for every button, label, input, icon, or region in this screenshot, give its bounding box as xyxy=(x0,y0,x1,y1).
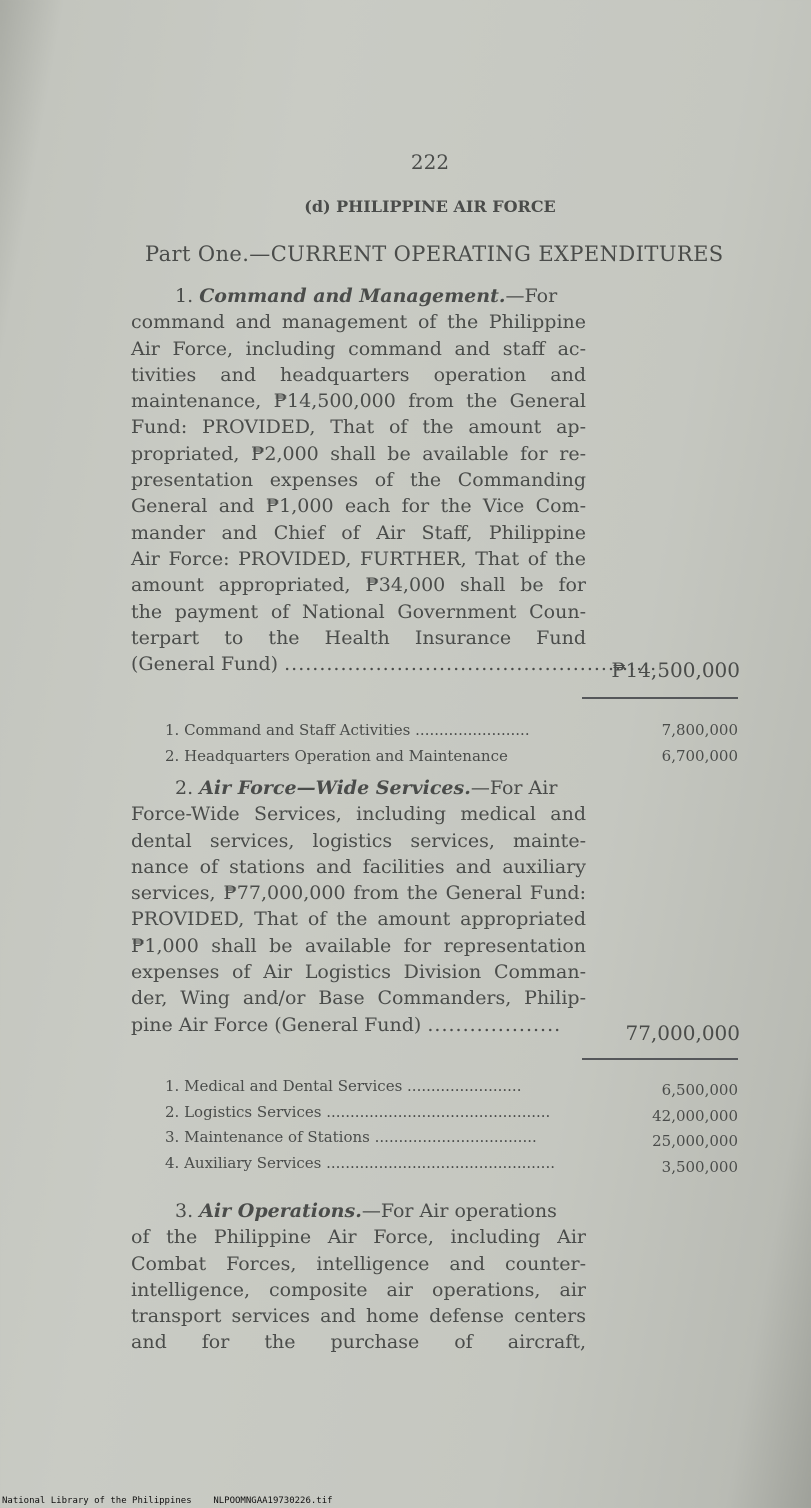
item-label: 2. Headquarters Operation and Maintenance xyxy=(165,746,508,765)
item-list-command xyxy=(165,718,585,769)
paragraph-command-management xyxy=(131,283,658,677)
paragraph-line: Combat Forces, intelligence and counter- xyxy=(131,1252,586,1275)
paragraph-line: command and management of the Philippine xyxy=(131,311,586,334)
divider-rule xyxy=(582,697,738,699)
paragraph-line: Force-Wide Services, including medical and xyxy=(131,803,586,826)
divider-rule xyxy=(582,1058,738,1060)
item-label: 3. Maintenance of Stations .................................. xyxy=(165,1128,537,1146)
paragraph-line: mander and Chief of Air Staff, Philippine xyxy=(131,521,586,544)
paragraph-air-force-wide xyxy=(131,775,586,1038)
paragraph-line: Fund: PROVIDED, That of the amount ap- xyxy=(131,416,586,439)
total-command-management: ₱14,500,000 xyxy=(611,658,740,682)
paragraph-line: tivities and headquarters operation and xyxy=(131,363,586,386)
paragraph-line: and for the purchase of aircraft, xyxy=(131,1331,586,1354)
item-amount: 25,000,000 xyxy=(652,1132,738,1150)
item-amount: 7,800,000 xyxy=(661,721,738,739)
item-label: 1. Command and Staff Activities ........................ xyxy=(165,721,530,739)
paragraph-body xyxy=(131,1224,586,1355)
paragraph-line: of the Philippine Air Force, including Air xyxy=(131,1226,586,1249)
paragraph-last-line xyxy=(131,651,658,677)
paragraph-line: Air Force: PROVIDED, FURTHER, That of the xyxy=(131,547,586,570)
item-amount: 6,700,000 xyxy=(661,746,738,765)
paragraph-body xyxy=(131,309,586,651)
leader-dots: ................... xyxy=(427,1013,562,1036)
item-amount: 6,500,000 xyxy=(661,1081,738,1099)
paragraph-title: Command and Management. xyxy=(199,285,506,307)
footer-file: NLPOOMNGAA19730226.tif xyxy=(213,1496,333,1506)
item-label: 2. Logistics Services ............................................... xyxy=(165,1102,551,1121)
paragraph-first-line xyxy=(131,1198,586,1224)
paragraph-line: intelligence, composite air operations, air xyxy=(131,1278,586,1301)
paragraph-first-line xyxy=(131,775,586,801)
paragraph-line: ₱1,000 shall be available for representation xyxy=(131,934,586,957)
paragraph-title: Air Force—Wide Services. xyxy=(199,777,471,799)
paragraph-air-operations xyxy=(131,1198,586,1356)
item-amount: 3,500,000 xyxy=(661,1157,738,1176)
paragraph-line: services, ₱77,000,000 from the General Fund: xyxy=(131,882,586,905)
last-line-text: (General Fund) xyxy=(131,653,279,676)
paragraph-title: Air Operations. xyxy=(199,1200,362,1222)
total-air-force-wide: 77,000,000 xyxy=(625,1021,740,1045)
paragraph-line: presentation expenses of the Commanding xyxy=(131,469,586,492)
paragraph-dash: —For Air xyxy=(470,777,558,799)
item-amount: 42,000,000 xyxy=(652,1106,738,1125)
paragraph-line: the payment of National Government Coun- xyxy=(131,600,586,623)
paragraph-line: transport services and home defense centers xyxy=(131,1305,586,1328)
paragraph-line: propriated, ₱2,000 shall be available for re- xyxy=(131,442,586,465)
paragraph-line: nance of stations and facilities and auxiliary xyxy=(131,855,586,878)
paragraph-line: General and ₱1,000 each for the Vice Com- xyxy=(131,495,586,518)
item-label: 4. Auxiliary Services ................................................ xyxy=(165,1153,555,1172)
section-heading: (d) PHILIPPINE AIR FORCE xyxy=(304,197,556,216)
paragraph-first-line xyxy=(131,283,586,309)
footer-library: National Library of the Philippines xyxy=(2,1496,192,1506)
part-title: .—CURRENT OPERATING EXPENDITURES xyxy=(242,242,724,266)
amount-list-command xyxy=(600,718,738,769)
paragraph-line: PROVIDED, That of the amount appropriated xyxy=(131,908,586,931)
scan-footer xyxy=(2,1496,333,1506)
paragraph-line: expenses of Air Logistics Division Comman- xyxy=(131,961,586,984)
item-list-services xyxy=(165,1074,585,1176)
part-label: Part One xyxy=(145,242,243,266)
paragraph-line: maintenance, ₱14,500,000 from the General xyxy=(131,390,586,413)
paragraph-number: 3. xyxy=(175,1200,194,1222)
paragraph-line: Air Force, including command and staff ac- xyxy=(131,337,586,360)
last-line-text: pine Air Force (General Fund) xyxy=(131,1013,422,1036)
paragraph-line: terpart to the Health Insurance Fund xyxy=(131,626,586,649)
amount-list-services xyxy=(600,1078,738,1180)
part-heading xyxy=(145,242,724,266)
paragraph-last-line xyxy=(131,1012,586,1038)
paragraph-body xyxy=(131,801,586,1011)
paragraph-dash: —For Air operations xyxy=(361,1200,557,1222)
leader-dots: ..................................................... xyxy=(284,653,658,676)
paragraph-line: dental services, logistics services, mainte- xyxy=(131,829,586,852)
paragraph-number: 1. xyxy=(175,285,194,307)
paragraph-number: 2. xyxy=(175,777,194,799)
paragraph-line: amount appropriated, ₱34,000 shall be for xyxy=(131,574,586,597)
item-label: 1. Medical and Dental Services ........................ xyxy=(165,1077,522,1095)
paragraph-line: der, Wing and/or Base Commanders, Philip- xyxy=(131,987,586,1010)
page-number: 222 xyxy=(410,150,450,174)
paragraph-dash: —For xyxy=(505,285,558,307)
